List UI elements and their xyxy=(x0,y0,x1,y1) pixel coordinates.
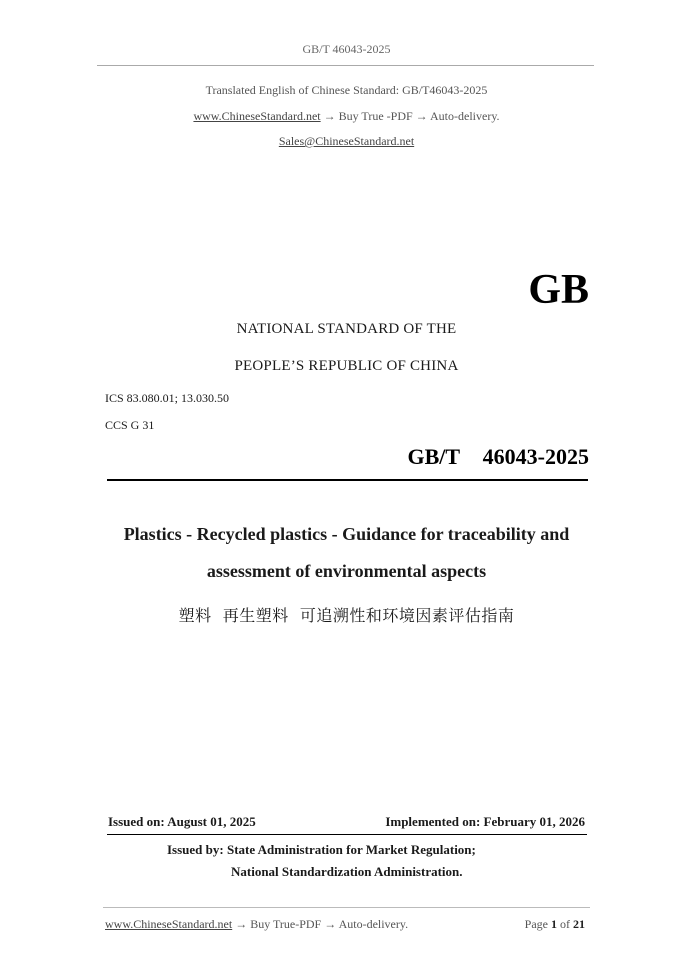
issued-by-line2: National Standardization Administration. xyxy=(231,864,463,879)
page-total: 21 xyxy=(573,917,585,931)
issued-on-date: Issued on: August 01, 2025 xyxy=(108,814,256,829)
page-prefix: Page xyxy=(524,917,551,931)
page-of: of xyxy=(557,917,573,931)
gb-logo: GB xyxy=(528,267,589,313)
ccs-code: CCS G 31 xyxy=(105,418,155,432)
standard-number: GB/T 46043-2025 xyxy=(407,444,589,469)
national-standard-line1: NATIONAL STANDARD OF THE xyxy=(236,321,457,337)
buy-notice: → Buy True -PDF → Auto-delivery. xyxy=(320,109,500,123)
title-divider xyxy=(107,479,588,481)
footer-promo xyxy=(105,917,408,932)
page-current: 1 xyxy=(551,917,557,931)
translation-notice: Translated English of Chinese Standard: GB/T46043-2025 xyxy=(205,83,488,97)
footer-buy-notice: → Buy True-PDF → Auto-delivery. xyxy=(232,917,409,931)
footer-site-link[interactable]: www.ChineseStandard.net xyxy=(105,917,233,931)
ics-code: ICS 83.080.01; 13.030.50 xyxy=(105,391,230,405)
site-link[interactable]: www.ChineseStandard.net xyxy=(193,109,321,123)
title-chinese: 塑料 再生塑料 可追溯性和环境因素评估指南 xyxy=(178,606,515,625)
header-divider xyxy=(97,65,594,66)
title-line2: assessment of environmental aspects xyxy=(206,561,487,581)
national-standard-line2: PEOPLE’S REPUBLIC OF CHINA xyxy=(234,358,459,374)
title-line1: Plastics - Recycled plastics - Guidance for traceability and xyxy=(123,524,570,544)
dates-divider xyxy=(107,834,587,835)
implemented-on-date: Implemented on: February 01, 2026 xyxy=(385,814,585,829)
sales-line xyxy=(0,134,693,149)
sales-email-link[interactable]: Sales@ChineseStandard.net xyxy=(278,134,415,148)
footer-divider xyxy=(103,907,590,908)
page-indicator xyxy=(525,917,585,932)
running-header: GB/T 46043-2025 xyxy=(302,42,391,56)
issued-by-line1: Issued by: State Administration for Market Regulation; xyxy=(167,842,476,857)
promo-line xyxy=(0,109,693,124)
